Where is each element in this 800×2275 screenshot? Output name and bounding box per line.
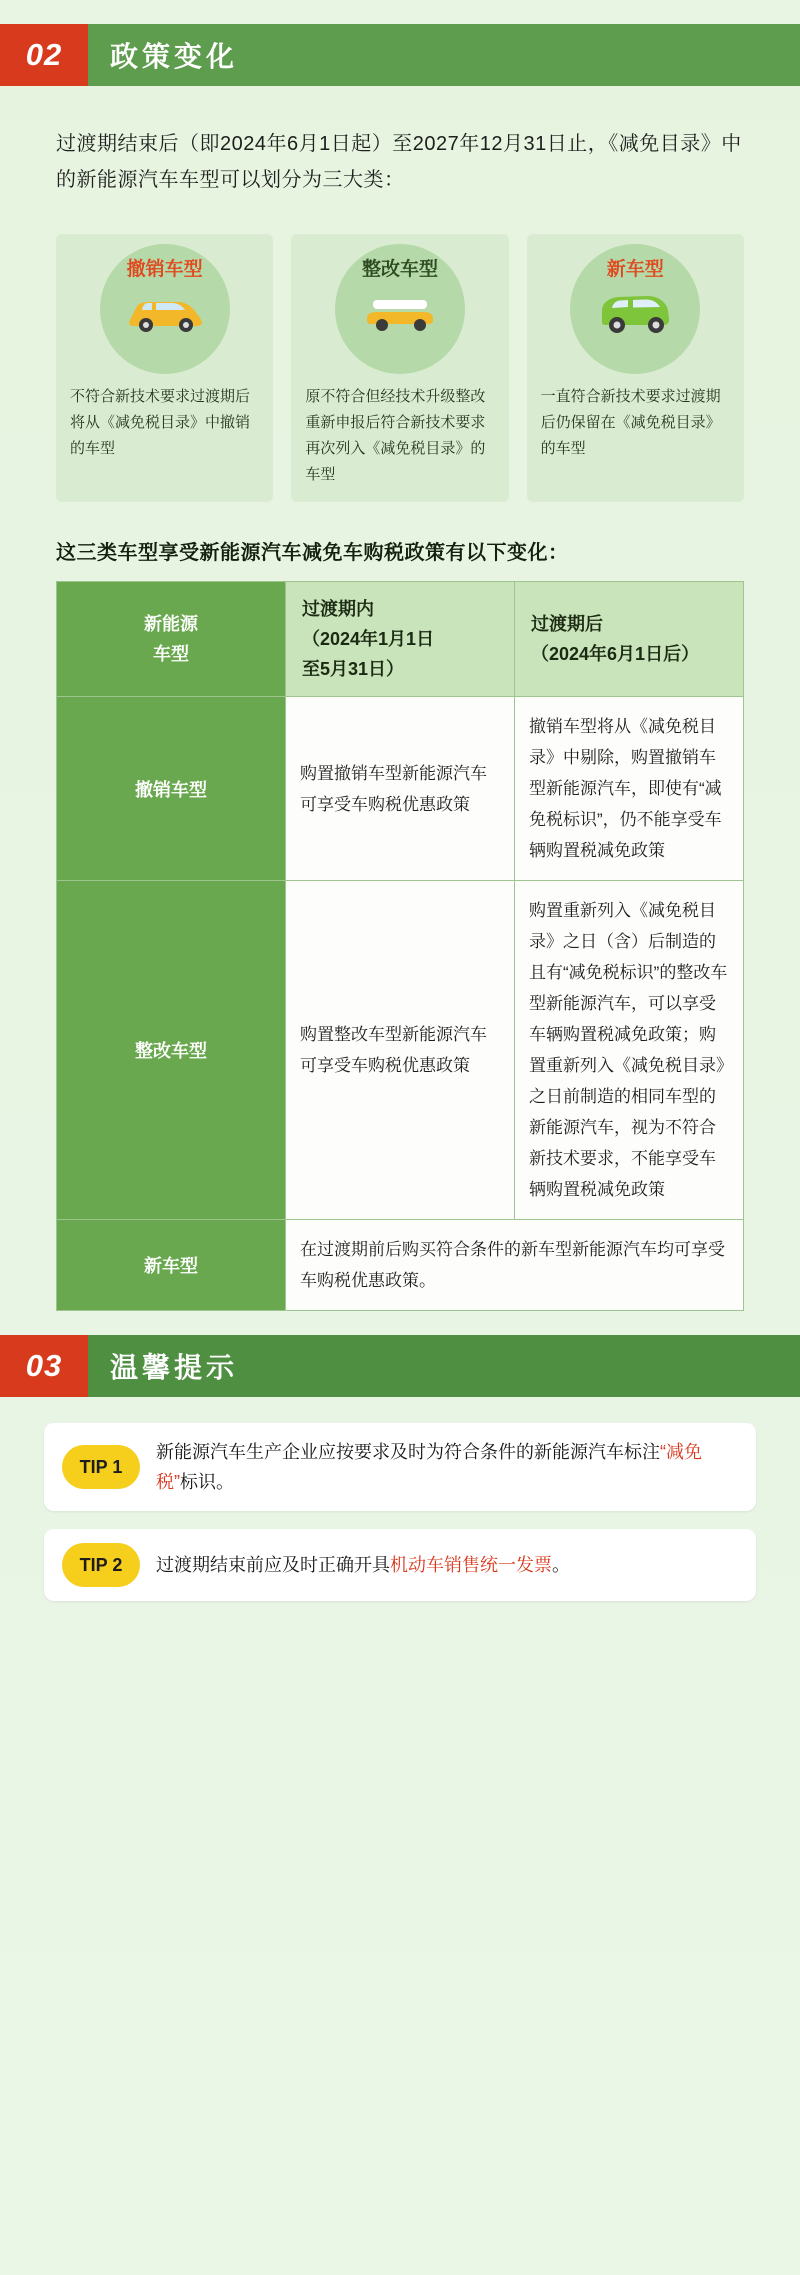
tip-item <box>44 1529 756 1601</box>
car-card-revoked <box>56 234 273 502</box>
car-card-caption: 撤销车型 <box>126 259 203 280</box>
car-card-circle <box>570 244 700 374</box>
table-row <box>57 881 744 1220</box>
tip-text-part: 。 <box>552 1555 570 1575</box>
tip-text-highlight: 机动车销售统一发票 <box>390 1555 552 1575</box>
section-title-02: 政策变化 <box>88 24 800 86</box>
table-cell-during: 购置撤销车型新能源汽车可享受车购税优惠政策 <box>286 697 515 881</box>
section-header-03 <box>0 1335 800 1397</box>
section-number-02: 02 <box>0 24 88 86</box>
table-cell-after: 购置重新列入《减免税目录》之日（含）后制造的且有“减免税标识”的整改车型新能源汽车，可以享受车辆购置税减免政策；购置重新列入《减免税目录》之日前制造的相同车型的新能源汽车，视为不符合新技术要求，不能享受车辆购置税减免政策 <box>515 881 744 1220</box>
table-row <box>57 697 744 881</box>
table-row-label: 整改车型 <box>57 881 286 1220</box>
tip-text-part: 过渡期结束前应及时正确开具 <box>156 1555 390 1575</box>
table-cell-during: 购置整改车型新能源汽车可享受车购税优惠政策 <box>286 881 515 1220</box>
tip-text <box>156 1437 738 1497</box>
car-card-new <box>527 234 744 502</box>
car-card-rectified <box>291 234 508 502</box>
tip-badge: TIP 1 <box>62 1445 140 1489</box>
table-header-cell-1: 新能源 车型 <box>57 582 286 697</box>
table-row <box>57 1220 744 1311</box>
tips-list <box>44 1423 756 1601</box>
tip-text-highlight: “减免税” <box>156 1442 702 1492</box>
car-card-desc: 原不符合但经技术升级整改重新申报后符合新技术要求再次列入《减免税目录》的车型 <box>305 388 486 483</box>
tip-text-part: 标识。 <box>180 1472 234 1492</box>
table-lead-in: 这三类车型享受新能源汽车减免车购税政策有以下变化： <box>56 542 569 564</box>
yellow-car-icon <box>122 283 208 341</box>
table-header-cell-2: 过渡期内 （2024年1月1日 至5月31日） <box>286 582 515 697</box>
table-cell-merged: 在过渡期前后购买符合条件的新车型新能源汽车均可享受车购税优惠政策。 <box>286 1220 744 1311</box>
table-row-label: 撤销车型 <box>57 697 286 881</box>
intro-paragraph: 过渡期结束后（即2024年6月1日起）至2027年12月31日止，《减免目录》中的新能源汽车车型可以划分为三大类： <box>56 133 742 191</box>
tip-text <box>156 1550 570 1580</box>
car-card-desc: 一直符合新技术要求过渡期后仍保留在《减免税目录》的车型 <box>540 388 721 457</box>
car-card-desc: 不符合新技术要求过渡期后将从《减免税目录》中撤销的车型 <box>70 388 251 457</box>
car-card-caption: 新车型 <box>606 259 664 280</box>
section-header-02 <box>0 24 800 86</box>
yellow-car-icon <box>357 283 443 341</box>
table-header-row <box>57 582 744 697</box>
table-header-cell-3: 过渡期后 （2024年6月1日后） <box>515 582 744 697</box>
car-card-circle <box>100 244 230 374</box>
car-card-caption: 整改车型 <box>361 259 438 280</box>
tip-badge: TIP 2 <box>62 1543 140 1587</box>
table-row-label: 新车型 <box>57 1220 286 1311</box>
car-type-cards <box>56 234 744 502</box>
green-car-icon <box>590 283 680 341</box>
tip-item <box>44 1423 756 1511</box>
car-card-circle <box>335 244 465 374</box>
tip-text-part: 新能源汽车生产企业应按要求及时为符合条件的新能源汽车标注 <box>156 1442 660 1462</box>
policy-table <box>56 581 744 1311</box>
section-title-03: 温馨提示 <box>88 1335 800 1397</box>
section-number-03: 03 <box>0 1335 88 1397</box>
infographic-page <box>0 24 800 2275</box>
table-cell-after: 撤销车型将从《减免税目录》中剔除，购置撤销车型新能源汽车，即使有“减免税标识”，仍不能享受车辆购置税减免政策 <box>515 697 744 881</box>
